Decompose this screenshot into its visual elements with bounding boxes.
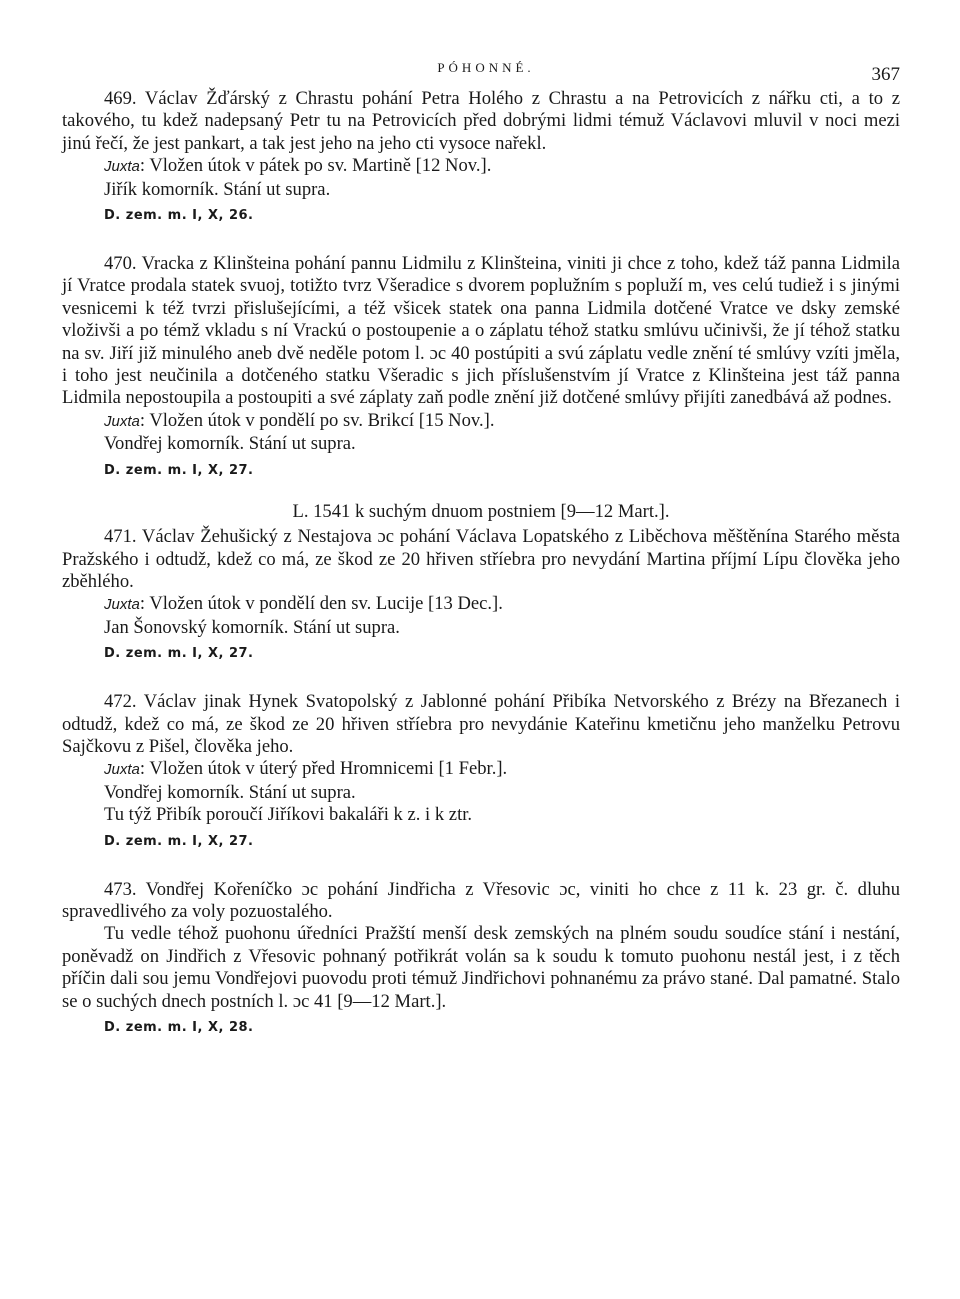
section-heading: L. 1541 k suchým dnuom postniem [9—12 Mart.]. bbox=[292, 500, 670, 522]
juxta-label: Juxta bbox=[104, 158, 140, 176]
spacer bbox=[62, 675, 900, 691]
juxta-label: Juxta bbox=[104, 761, 140, 779]
source-reference: D. zem. m. I, X, 26. bbox=[104, 208, 254, 224]
entry-body: 473. Vondřej Kořeníčko ɔc pohání Jindřicha z Vřesovic ɔc, viniti ho chce z 11 k. 23 gr. č. dluhu spravedlivého za voly pozuostalého. bbox=[62, 878, 900, 922]
juxta-text: : Vložen útok v pondělí po sv. Brikcí [15 Nov.]. bbox=[139, 409, 495, 431]
entry-473 bbox=[62, 879, 900, 1038]
source-reference: D. zem. m. I, X, 27. bbox=[104, 462, 254, 478]
note-line: Tu týž Přibík poroučí Jiříkovi bakaláři k z. i k ztr. bbox=[104, 804, 473, 826]
spacer bbox=[62, 237, 900, 253]
entry-469 bbox=[62, 88, 900, 226]
spacer bbox=[62, 863, 900, 879]
entry-470 bbox=[62, 253, 900, 481]
running-title: PÓHONNÉ. bbox=[437, 60, 535, 75]
source-reference: D. zem. m. I, X, 27. bbox=[104, 833, 254, 849]
entry-body: 472. Václav jinak Hynek Svatopolský z Jablonné pohání Přibíka Netvorského z Brézy na Březanech i odtudž, kdež co má, ze škod ze 20 hřiven stříebra pro nevydánie Kateřinu kmetičnu jeho manželku Petrovu Sajčkovu z Pišel, člověka jeho. bbox=[62, 691, 900, 757]
entry-body: 470. Vracka z Klinšteina pohání pannu Lidmilu z Klinšteina, viniti ji chce z toho, kdež táž panna Lidmila jí Vratce prodala statek svuoj, totižto tvrz Všeradice s dvorem poplužním s popluží m, ves celú tudiež i s jinými vesnicemi k též tvrzi přislušejícími, a též všicek statek ona panna Lidmila dotčené Vratce ve dsky zemské vloživši a po témž vkladu s ní Vrackú o postoupenie a o záplatu téhož statku smlúvu učinivši, že jí téhož statku na sv. Jiří již minulého aneb dvě neděle potom l. ɔc 40 postúpiti a svú záplatu vedle znění té smlúvy vzíti jměla, i toho jest neučinila a dotčeného statku Všeradic s jich příslušenstvím jí Vratce z Klinšteina jest táž panna Lidmila nepostoupila a postoupiti a své záplaty zaň podle znění již dotčené smlúvy přijíti zanedbává až podnes. bbox=[62, 253, 900, 409]
entry-paragraph: Tu vedle téhož puohonu úředníci Pražští menší desk zemských na plném soudu soudíce stání i nestání, poněvadž on Jindřich z Vřesovic pohnaný potřikrát volán sa k soudu k tomuto puohonu nestál jest, i z těch příčin dali sou jemu Vondřejovi puovodu proti témuž Jindřichovi pohnanému za právo stané. Dal pamatné. Stalo se o suchých dnech postních l. ɔc 41 [9—12 Mart.]. bbox=[62, 923, 900, 1012]
juxta-line bbox=[62, 593, 900, 616]
chamberlain-line: Vondřej komorník. Stání ut supra. bbox=[104, 433, 356, 455]
juxta-text: : Vložen útok v pátek po sv. Martině [12 Nov.]. bbox=[139, 155, 492, 177]
juxta-label: Juxta bbox=[104, 412, 140, 430]
entry-body: 469. Václav Žďárský z Chrastu pohání Petra Holého z Chrastu a na Petrovicích z nářku cti, a to z takového, tu kdež nadepsaný Petr tu na Petrovicích před dobrými lidmi témuž Václavovi mluvil v noci mezi jinú řečí, že jest pankart, a tak jest jeho na jeho cti vysoce nařekl. bbox=[62, 88, 900, 154]
entry-body: 471. Václav Žehušický z Nestajova ɔc pohání Václava Lopatského z Liběchova měštěnína Starého města Pražského i odtudž, kdež co má, ze škod ze 20 hřiven stříebra pro nevydání Martina příjmí Lípu člověka jeho zběhlého. bbox=[62, 526, 900, 592]
juxta-line bbox=[62, 758, 900, 781]
running-head bbox=[62, 54, 900, 88]
juxta-text: : Vložen útok v úterý před Hromnicemi [1 Febr.]. bbox=[139, 758, 508, 780]
entry-471 bbox=[62, 526, 900, 664]
entry-472 bbox=[62, 691, 900, 851]
source-reference: D. zem. m. I, X, 28. bbox=[104, 1020, 254, 1035]
juxta-text: : Vložen útok v pondělí den sv. Lucije [13 Dec.]. bbox=[139, 593, 503, 615]
juxta-label: Juxta bbox=[104, 596, 140, 614]
chamberlain-line: Jiřík komorník. Stání ut supra. bbox=[104, 178, 331, 200]
chamberlain-line: Jan Šonovský komorník. Stání ut supra. bbox=[104, 616, 400, 638]
juxta-line bbox=[62, 155, 900, 178]
page-number: 367 bbox=[871, 64, 900, 85]
juxta-line bbox=[62, 410, 900, 433]
chamberlain-line: Vondřej komorník. Stání ut supra. bbox=[104, 781, 356, 803]
source-reference: D. zem. m. I, X, 27. bbox=[104, 646, 254, 662]
document-page bbox=[62, 54, 900, 1049]
